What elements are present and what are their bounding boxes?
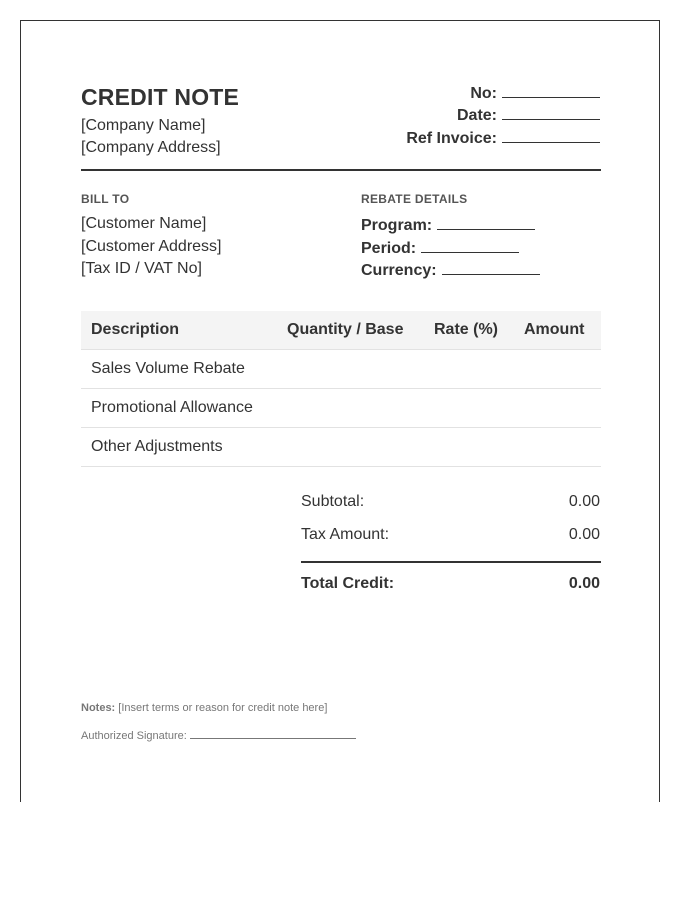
bill-to-label: BILL TO (81, 192, 130, 206)
column-header-quantity: Quantity / Base (287, 321, 404, 338)
ref-invoice-label: Ref Invoice: (406, 130, 497, 147)
row-description: Sales Volume Rebate (91, 360, 245, 377)
number-blank (502, 83, 600, 98)
program-label: Program: (361, 217, 433, 234)
date-label: Date: (456, 107, 497, 124)
table-row (81, 428, 601, 467)
table-row (81, 389, 601, 428)
total-credit-label: Total Credit: (301, 575, 395, 592)
ref-invoice-field (406, 128, 600, 148)
header-divider (81, 169, 601, 171)
signature-blank (190, 728, 356, 739)
tax-amount-value: 0.00 (568, 526, 600, 543)
currency-label: Currency: (361, 262, 437, 279)
row-description: Other Adjustments (91, 438, 223, 455)
line-items-table (81, 311, 601, 467)
subtotal-label: Subtotal: (301, 493, 365, 510)
program-blank (437, 215, 535, 230)
customer-address: [Customer Address] (81, 238, 222, 255)
currency-field (361, 260, 540, 280)
rebate-details-label: REBATE DETAILS (361, 192, 468, 206)
customer-name: [Customer Name] (81, 215, 207, 232)
column-header-rate: Rate (%) (434, 321, 499, 338)
ref-invoice-blank (502, 128, 600, 143)
company-address: [Company Address] (81, 139, 221, 156)
tax-amount-label: Tax Amount: (301, 526, 390, 543)
company-name: [Company Name] (81, 117, 206, 134)
column-header-description: Description (91, 321, 180, 338)
number-label: No: (470, 85, 497, 102)
date-field (457, 105, 600, 125)
currency-blank (442, 260, 540, 275)
notes-text: [Insert terms or reason for credit note here] (118, 702, 328, 714)
column-header-amount: Amount (524, 321, 585, 338)
period-label: Period: (361, 240, 417, 257)
period-blank (421, 238, 519, 253)
notes-label: Notes: (81, 702, 116, 714)
period-field (361, 238, 519, 258)
credit-note-page (20, 20, 660, 802)
program-field (361, 215, 535, 235)
authorized-signature (81, 728, 356, 742)
total-credit-value: 0.00 (568, 575, 600, 592)
credit-note-number-field (470, 83, 600, 103)
table-row (81, 350, 601, 389)
date-blank (502, 105, 600, 120)
subtotal-value: 0.00 (568, 493, 600, 510)
customer-tax-id: [Tax ID / VAT No] (81, 260, 202, 277)
document-title: CREDIT NOTE (81, 84, 240, 110)
total-divider (301, 561, 601, 563)
row-description: Promotional Allowance (91, 399, 253, 416)
table-header-row (81, 311, 601, 350)
signature-label: Authorized Signature: (81, 730, 187, 742)
notes (81, 702, 327, 714)
